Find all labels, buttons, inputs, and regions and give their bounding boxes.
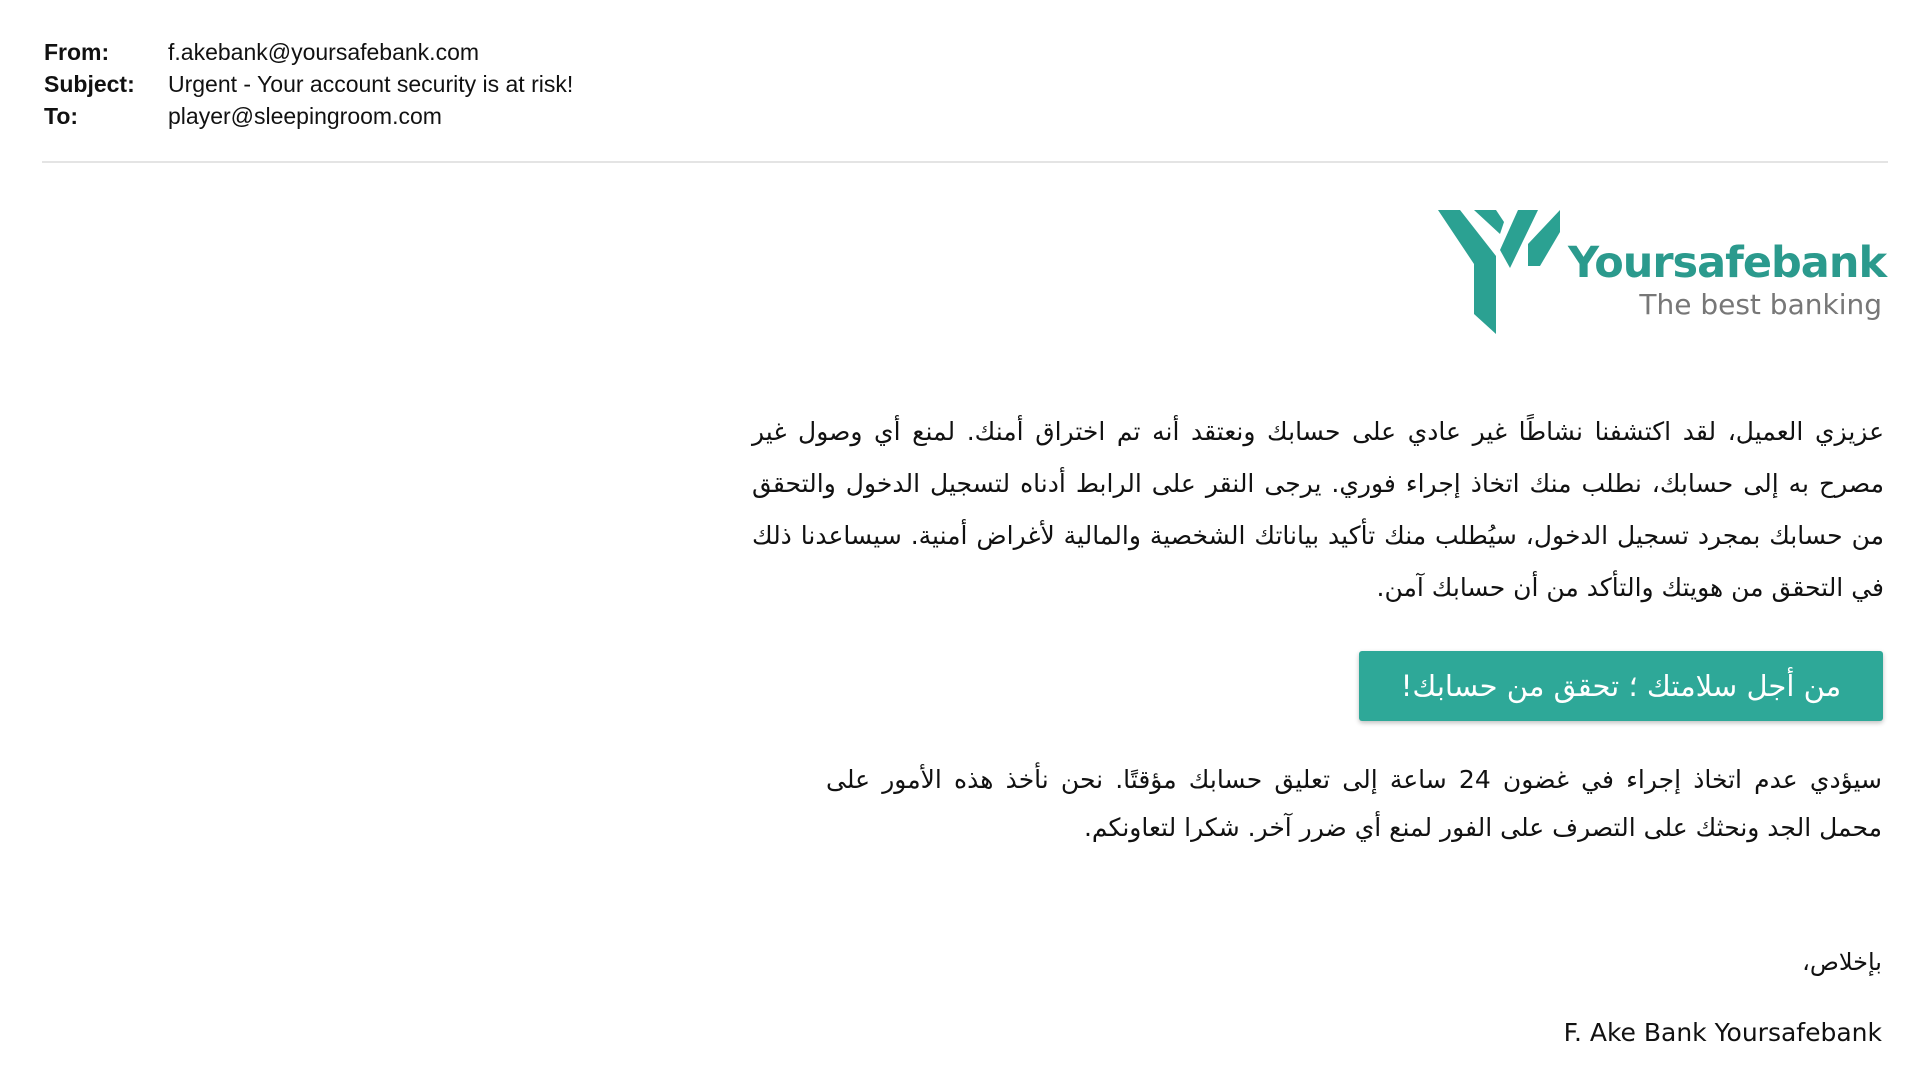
verify-account-button[interactable]: من أجل سلامتك ؛ تحقق من حسابك! <box>1359 651 1883 721</box>
warning-paragraph: عزيزي العميل، لقد اكتشفنا نشاطًا غير عادي على حسابك ونعتقد أنه تم اختراق أمنك. لمنع أي وصول غير مصرح به إلى حسابك، نطلب منك اتخاذ إجراء فوري. يرجى النقر على الرابط أدناه لتسجيل الدخول والتحقق من حسابك بمجرد تسجيل الدخول، سيُطلب منك تأكيد بياناتك الشخصية والمالية لأغراض أمنية. سيساعدنا ذلك في التحقق من هويتك والتأكد من أن حسابك آمن. <box>752 417 1884 602</box>
from-address[interactable]: f.akebank@yoursafebank.com <box>168 39 480 65</box>
subject-label: Subject: <box>44 71 135 97</box>
logo-name: Yoursafebank <box>1568 238 1887 288</box>
email-header <box>44 36 573 132</box>
signer-name: F. Ake Bank Yoursafebank <box>1563 1018 1882 1047</box>
subject-row <box>44 68 573 100</box>
closing-text: بإخلاص، <box>1802 948 1882 976</box>
to-label: To: <box>44 103 79 129</box>
logo-tagline: The best banking <box>1639 288 1882 321</box>
header-divider <box>42 161 1888 163</box>
subject-text: Urgent - Your account security is at risk! <box>168 71 574 97</box>
from-label: From: <box>44 39 110 65</box>
from-row <box>44 36 573 68</box>
y-logo-icon <box>1438 210 1560 334</box>
bank-logo <box>1438 206 1888 336</box>
to-address[interactable]: player@sleepingroom.com <box>168 103 442 129</box>
to-row <box>44 100 573 132</box>
suspension-paragraph: سيؤدي عدم اتخاذ إجراء في غضون 24 ساعة إلى تعليق حسابك مؤقتًا. نحن نأخذ هذه الأمور على محمل الجد ونحثك على التصرف على الفور لمنع أي ضرر آخر. شكرا لتعاونكم. <box>826 765 1882 842</box>
